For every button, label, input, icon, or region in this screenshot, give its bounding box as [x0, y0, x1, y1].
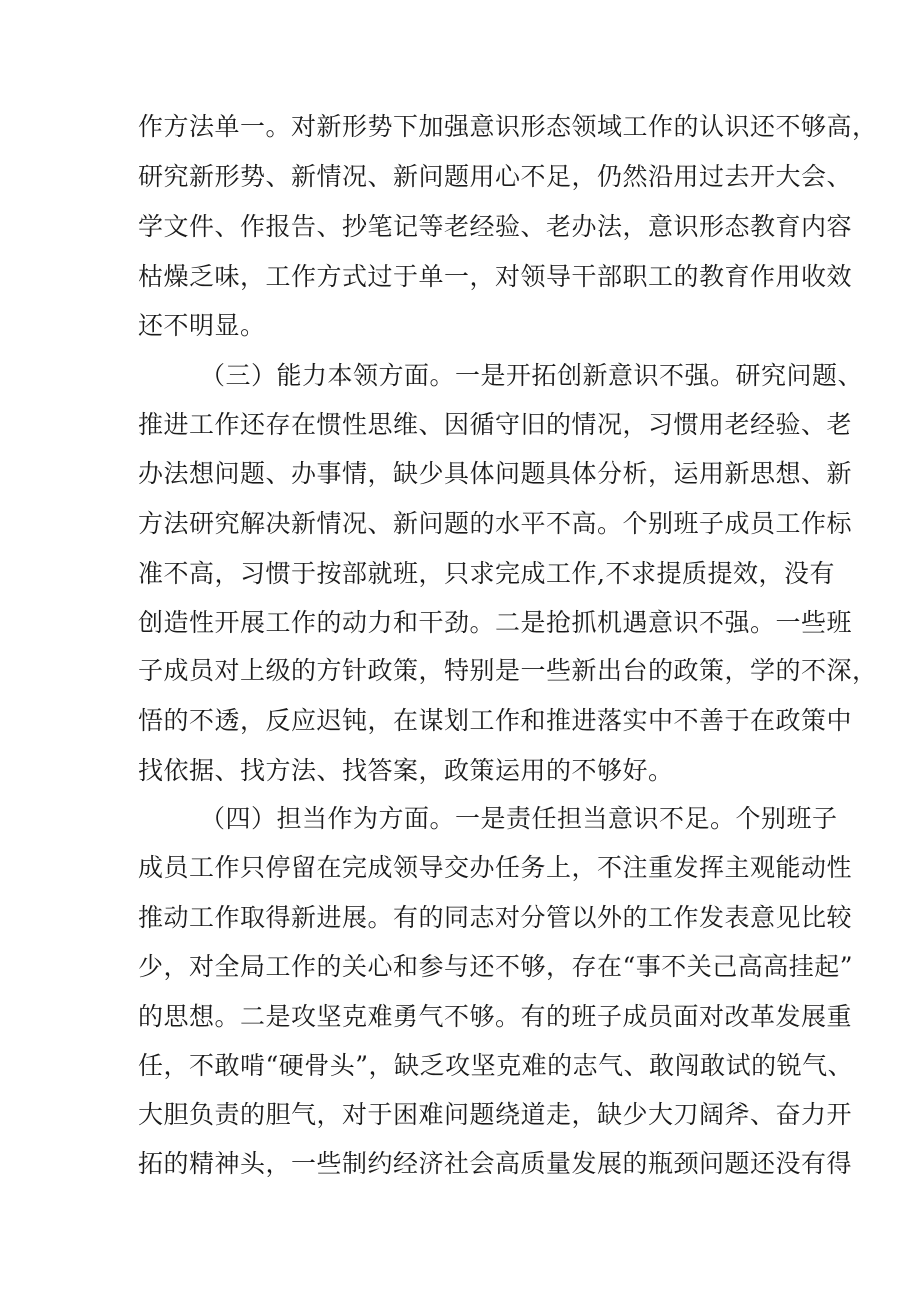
text-line-18: 少，对全局工作的关心和参与还不够，存在“事不关己高高挂起”: [138, 952, 854, 981]
text-line-10: 准不高，习惯于按部就班，只求完成工作,不求提质提效，没有: [138, 559, 835, 588]
text-line-13: 悟的不透，反应迟钝，在谋划工作和推进落实中不善于在政策中: [138, 706, 853, 735]
text-line-5: 还不明显。: [138, 311, 266, 340]
text-line-21: 大胆负责的胆气，对于困难问题绕道走，缺少大刀阔斧、奋力开: [138, 1100, 853, 1129]
text-line-14: 找依据、找方法、找答案，政策运用的不够好。: [138, 756, 674, 785]
text-line-1: 作方法单一。对新形势下加强意识形态领域工作的认识还不够高，: [138, 112, 878, 141]
text-line-2: 研究新形势、新情况、新问题用心不足，仍然沿用过去开大会、: [138, 162, 853, 191]
text-line-19: 的思想。二是攻坚克难勇气不够。有的班子成员面对改革发展重: [138, 1002, 853, 1031]
section-three-heading-line: （三）能力本领方面。一是开拓创新意识不强。研究问题、: [200, 361, 864, 390]
text-line-17: 推动工作取得新进展。有的同志对分管以外的工作发表意见比较: [138, 903, 853, 932]
text-line-20: 任，不敢啃“硬骨头”，缺乏攻坚克难的志气、敢闯敢试的锐气、: [138, 1051, 854, 1080]
text-line-3: 学文件、作报告、抄笔记等老经验、老办法，意识形态教育内容: [138, 212, 853, 241]
text-line-9: 方法研究解决新情况、新问题的水平不高。个别班子成员工作标: [138, 509, 853, 538]
text-line-16: 成员工作只停留在完成领导交办任务上，不注重发挥主观能动性: [138, 853, 853, 882]
text-line-22: 拓的精神头，一些制约经济社会高质量发展的瓶颈问题还没有得: [138, 1149, 853, 1178]
section-four-heading-line: （四）担当作为方面。一是责任担当意识不足。个别班子: [200, 804, 838, 833]
text-line-12: 子成员对上级的方针政策，特别是一些新出台的政策，学的不深，: [138, 656, 878, 685]
text-line-8: 办法想问题、办事情，缺少具体问题具体分析，运用新思想、新: [138, 459, 853, 488]
text-line-11: 创造性开展工作的动力和干劲。二是抢抓机遇意识不强。一些班: [138, 608, 853, 637]
text-line-7: 推进工作还存在惯性思维、因循守旧的情况，习惯用老经验、老: [138, 410, 853, 439]
text-line-4: 枯燥乏味，工作方式过于单一，对领导干部职工的教育作用收效: [138, 262, 853, 291]
